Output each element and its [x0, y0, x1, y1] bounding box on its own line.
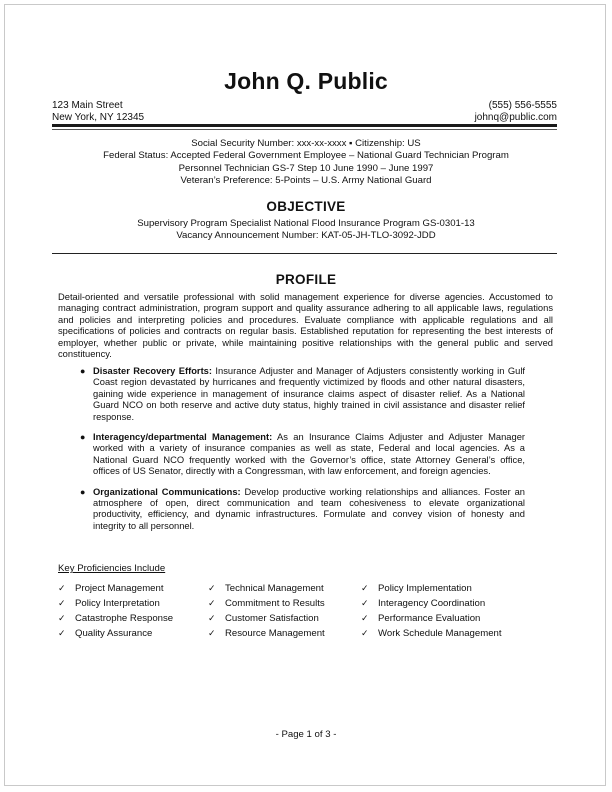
proficiency-item: ✓ Performance Evaluation — [361, 613, 481, 624]
objective-text — [0, 218, 612, 241]
proficiency-column-1 — [58, 581, 173, 641]
bullet-item — [80, 486, 525, 533]
check-icon: ✓ — [58, 628, 66, 638]
check-icon: ✓ — [208, 598, 216, 608]
header-divider-thick — [52, 124, 557, 127]
position-history-line: Personnel Technician GS-7 Step 10 June 1990 – June 1997 — [178, 162, 434, 174]
check-icon: ✓ — [58, 583, 66, 593]
proficiency-item: ✓ Quality Assurance — [58, 628, 153, 639]
proficiency-item: ✓ Commitment to Results — [208, 598, 325, 609]
proficiency-item: ✓ Policy Interpretation — [58, 598, 160, 609]
objective-heading: OBJECTIVE — [266, 199, 346, 214]
bullet-heading: Organizational Communications: — [93, 486, 241, 497]
check-icon: ✓ — [208, 583, 216, 593]
phone-email-block — [475, 100, 557, 124]
bullet-text: As an Insurance Claims Adjuster and Adjuster Manager worked with a variety of insurance companies as well as state, Federal and local agencies. As a National Guard NCO frequently worked with the Governor’s office, state Attorney General’s office, offices of US Senator, directly with a Congressman, with law enforcement, and foreign agencies. — [93, 432, 526, 477]
federal-info-block — [0, 138, 612, 188]
objective-position-line: Supervisory Program Specialist National Flood Insurance Program GS-0301-13 — [137, 218, 475, 229]
proficiency-item: ✓ Catastrophe Response — [58, 613, 174, 624]
check-icon: ✓ — [361, 598, 369, 608]
proficiency-item: ✓ Work Schedule Management — [361, 628, 502, 639]
bullet-item — [80, 366, 525, 423]
proficiency-item: ✓ Project Management — [58, 583, 164, 594]
proficiency-item: ✓ Technical Management — [208, 583, 324, 594]
bullet-heading: Disaster Recovery Efforts: — [93, 366, 212, 376]
proficiencies-heading: Key Proficiencies Include — [58, 563, 166, 574]
profile-heading: PROFILE — [275, 272, 337, 287]
proficiency-column-2 — [208, 581, 325, 641]
federal-status-line: Federal Status: Accepted Federal Government Employee – National Guard Technician Program — [103, 150, 509, 162]
address-line-1: 123 Main Street — [52, 100, 123, 111]
proficiency-item: ✓ Interagency Coordination — [361, 598, 486, 609]
proficiency-item: ✓ Customer Satisfaction — [208, 613, 319, 624]
bullet-heading: Interagency/departmental Management: — [93, 432, 273, 443]
check-icon: ✓ — [58, 598, 66, 608]
check-icon: ✓ — [58, 613, 66, 623]
header-divider-thin — [52, 129, 557, 130]
proficiency-item: ✓ Resource Management — [208, 628, 325, 639]
email-address: johnq@public.com — [474, 112, 557, 123]
check-icon: ✓ — [208, 628, 216, 638]
bullet-text: Insurance Adjuster and Manager of Adjusters consistently working in Gulf Coast region devastated by hurricanes and frequently victimized by floods and other natural disasters, gaining wide experience in management of insurance claims aspect of disaster relief. As a National Guard NCO on both reserve and active duty status, highly trained in civil assistance and disaster relief response. — [93, 366, 525, 422]
veterans-preference-line: Veteran’s Preference: 5-Points – U.S. Army National Guard — [180, 175, 432, 187]
section-divider — [52, 253, 557, 254]
proficiency-column-3 — [361, 581, 502, 641]
profile-bullet-list — [80, 366, 526, 541]
check-icon: ✓ — [361, 628, 369, 638]
phone-number: (555) 556-5555 — [488, 100, 557, 111]
check-icon: ✓ — [361, 613, 369, 623]
proficiency-item: ✓ Policy Implementation — [361, 583, 472, 594]
address-line-2: New York, NY 12345 — [52, 112, 145, 123]
objective-vacancy-line: Vacancy Announcement Number: KAT-05-JH-TLO-3092-JDD — [176, 229, 436, 241]
address-block — [52, 100, 144, 124]
bullet-icon: ● — [80, 486, 86, 497]
check-icon: ✓ — [208, 613, 216, 623]
profile-summary: Detail-oriented and versatile professional with solid management experience for diverse agencies. Accustomed to managing contract administration, program support and quality assurance adhering to all applicable laws, regulations and policies and interpreting policies and procedures. Evaluate compliance with applicable regulations and all specifications of policies and contracts on regular basis. Established reputation for representing the best interests of employer, whether public or private, while maintaining positive relationships with the general public and served constituency. — [58, 292, 553, 360]
bullet-icon: ● — [80, 366, 86, 376]
applicant-name: John Q. Public — [224, 68, 388, 94]
page-number-footer: - Page 1 of 3 - — [275, 729, 337, 740]
ssn-citizenship-line: Social Security Number: xxx-xx-xxxx ▪ Citizenship: US — [191, 138, 421, 149]
bullet-icon: ● — [80, 432, 86, 443]
check-icon: ✓ — [361, 583, 369, 593]
bullet-item — [80, 432, 526, 478]
bullet-text: Develop productive working relationships and alliances. Foster an atmosphere of open, direct communication and team cohesiveness to elevate organizational productivity, efficiency, and dynamic infrastructures. Formulate and convey vision of honesty and integrity to all personnel. — [93, 486, 525, 531]
